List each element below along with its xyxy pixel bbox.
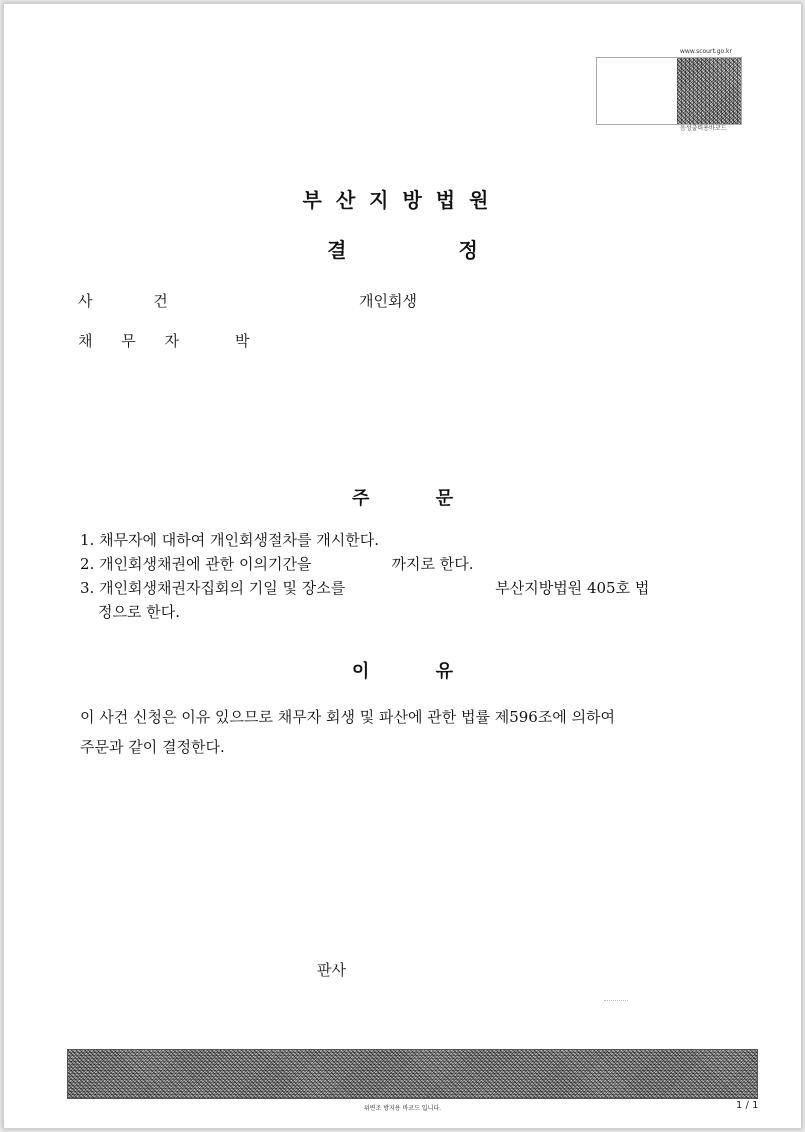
case-label: 사 건 [78, 292, 168, 310]
scan-specks [604, 1000, 628, 1003]
order-item-2-tail: 까지로 한다. [391, 555, 474, 573]
order-item-2-text: 2. 개인회생채권에 관한 이의기간을 [80, 555, 312, 573]
footer-note: 위변조 방지용 바코드 입니다. [363, 1105, 442, 1112]
document-page [3, 3, 802, 1129]
barcode-pattern [677, 58, 741, 124]
court-name: 부산지방법원 [302, 188, 503, 212]
judge-signature: 판사 [317, 961, 346, 979]
reason-heading: 이 유 [351, 661, 454, 682]
order-heading: 주 문 [351, 488, 454, 509]
order-item-3-tail: 부산지방법원 405호 법 [495, 579, 650, 597]
debtor-value: 박 [235, 332, 250, 350]
order-item-1: 1. 채무자에 대하여 개인회생절차를 개시한다. [80, 531, 379, 549]
audio-barcode [596, 57, 742, 125]
order-item-3-cont: 정으로 한다. [98, 603, 180, 621]
case-value: 개인회생 [359, 292, 417, 310]
reason-line-1: 이 사건 신청은 이유 있으므로 채무자 회생 및 파산에 관한 법률 제596조에 의하여 [80, 708, 616, 726]
order-item-2 [80, 552, 730, 576]
document-title: 결정 [327, 238, 590, 262]
court-url: www.scourt.go.kr [680, 48, 732, 55]
barcode-label: 음성출력용바코드 [680, 125, 727, 132]
anti-forgery-barcode [67, 1049, 758, 1099]
order-item-3 [80, 576, 730, 600]
order-item-3-text: 3. 개인회생채권자집회의 기일 및 장소를 [80, 579, 346, 597]
debtor-label: 채 무 자 [78, 332, 180, 350]
reason-text [80, 702, 720, 762]
reason-line-2: 주문과 같이 결정한다. [80, 738, 225, 756]
page-number: 1 / 1 [736, 1100, 759, 1111]
order-list [80, 528, 730, 624]
